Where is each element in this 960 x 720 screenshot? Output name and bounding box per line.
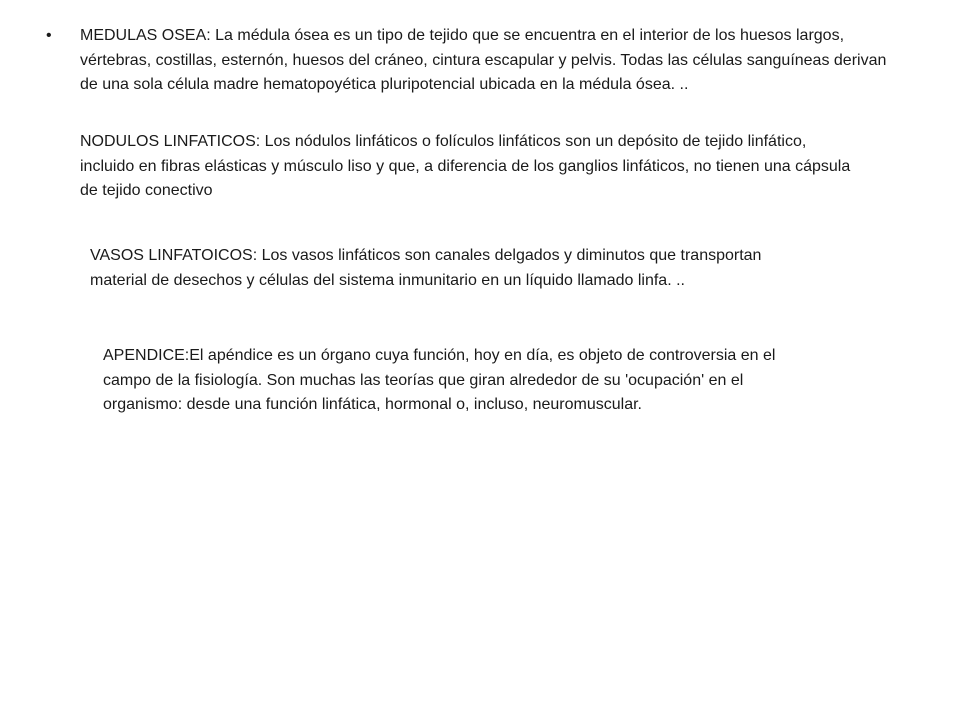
- bullet-marker: •: [46, 27, 52, 44]
- text-block-medulas-osea: MEDULAS OSEA: La médula ósea es un tipo de tejido que se encuentra en el interior de los huesos largos, vértebras, costillas, esternón, huesos del cráneo, cintura escapular y pelvis. Todas las células sanguíneas derivan de una sola célula madre hematopoyética pluripotencial ubicada en la médula ósea. ..: [80, 27, 887, 93]
- text-block-apendice: APENDICE:El apéndice es un órgano cuya función, hoy en día, es objeto de controversia en el campo de la fisiología. Son muchas las teorías que giran alrededor de su 'ocupación' en el organismo: desde una función linfática, hormonal o, incluso, neuromuscular.: [103, 347, 776, 413]
- text-block-nodulos-linfaticos: NODULOS LINFATICOS: Los nódulos linfáticos o folículos linfáticos son un depósito de tejido linfático, incluido en fibras elásticas y músculo liso y que, a diferencia de los ganglios linfáticos, no tienen una cápsula de tejido conectivo: [80, 133, 851, 199]
- text-block-vasos-linfaticos: VASOS LINFATOICOS: Los vasos linfáticos son canales delgados y diminutos que transportan material de desechos y células del sistema inmunitario en un líquido llamado linfa. ..: [90, 247, 762, 289]
